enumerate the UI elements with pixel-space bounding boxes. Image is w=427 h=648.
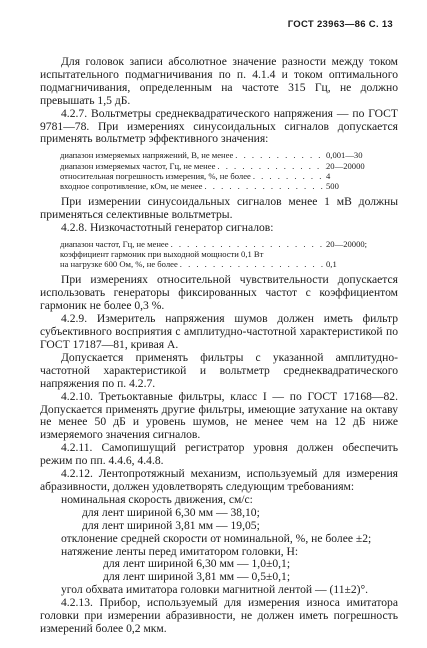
speed-item: для лент шириной 6,30 мм — 38,10; [82,505,260,519]
speed-item: для лент шириной 3,81 мм — 19,05; [82,518,260,532]
voltmeter-spec-list [40,150,398,191]
paragraph-4-2-9: 4.2.9. Измеритель напряжения шумов должен иметь фильтр субъективного восприятия с амплитудно-частотной характеристикой по ГОСТ 17187—81, кривая А. [40,312,398,352]
spec-label: входное сопротивление, кОм, не менее [60,180,203,191]
tension-title: натяжение ленты перед имитатором головки, Н: [61,544,299,558]
spec-label: диапазон измеряемых частот, Гц, не менее [60,160,216,171]
spec-value: 4 [326,170,331,181]
spec-row [40,161,398,171]
deviation-item: отклонение средней скорости от номинальной, %, не более ±2; [61,531,372,545]
paragraph-4-2-9-note: Допускается применять фильтры с указанной амплитудно-частотной характеристикой и вольтметр среднеквадратического напряжения по п. 4.2.7. [40,350,398,390]
paragraph-4-2-8-note: При измерениях относительной чувствительности допускается использовать генераторы фиксированных частот с коэффициентом гармоник не более 0,3 %. [40,273,398,313]
page-header: ГОСТ 23963—86 С. 13 [287,19,393,30]
spec-label: относительная погрешность измерения, %, не более [60,170,251,181]
leader-dots [202,181,326,191]
spec-row [40,171,398,181]
spec-row [40,150,398,160]
leader-dots [251,171,326,181]
leader-dots [178,259,326,269]
paragraph-4-2-11: 4.2.11. Самопишущий регистратор уровня должен обеспечить режим по пп. 4.4.6, 4.4.8. [40,441,398,468]
paragraph-4-2-12: 4.2.12. Лентопротяжный механизм, используемый для измерения абразивности, должен удовлетворять следующим требованиям: [40,467,398,493]
spec-value: 0,001—30 [326,150,363,161]
paragraph-4-2-7: 4.2.7. Вольтметры среднеквадратического напряжения — по ГОСТ 9781—78. При измерениях синусоидальных сигналов допускается применять вольтметр эффективного значения: [40,106,398,146]
speed-title: номинальная скорость движения, см/с: [61,492,253,506]
paragraph-4-2-10: 4.2.10. Третьоктавные фильтры, класс I — по ГОСТ 17168—82. Допускается применять другие фильтры, имеющие затухание на октаву не менее 50 дБ и уровень шумов, не менее чем на 12 дБ ниже измеряемого значения сигналов. [40,389,398,442]
tension-item: для лент шириной 6,30 мм — 1,0±0,1; [103,557,291,571]
generator-spec-list [40,239,398,270]
spec-row [40,239,398,249]
leader-dots [169,239,326,249]
tension-item: для лент шириной 3,81 мм — 0,5±0,1; [103,570,291,584]
paragraph-intro: Для головок записи абсолютное значение разности между током испытательного подмагничивания по п. 4.1.4 и током оптимального подмагничивания, определенным на частоте 315 Гц, не должно превышать 1,5 дБ. [40,55,398,107]
spec-row [40,181,398,191]
paragraph-4-2-13: 4.2.13. Прибор, используемый для измерения износа имитатора головки при измерении абразивности, не должен иметь погрешность измерений более 0,2 мкм. [40,596,398,635]
paragraph-4-2-7-note: При измерении синусоидальных сигналов менее 1 мВ должны применяться селективные вольтметры. [40,195,398,222]
paragraph-4-2-8: 4.2.8. Низкочастотный генератор сигналов: [61,220,274,234]
spec-row [40,259,398,269]
spec-value: 500 [326,180,339,191]
spec-value: 20—20000 [326,160,365,171]
leader-dots [215,161,326,171]
spec-label: на нагрузке 600 Ом, %, не более [60,259,178,270]
spec-label: диапазон частот, Гц, не менее [60,238,169,249]
spec-line: коэффициент гармоник при выходной мощности 0,1 Вт [60,249,264,260]
spec-value: 0,1 [326,259,337,270]
wrap-angle-item: угол обхвата имитатора головки магнитной лентой — (11±2)°. [61,583,369,597]
leader-dots [233,150,326,160]
spec-value: 20—20000; [326,238,368,249]
page-body [40,56,398,636]
spec-label: диапазон измеряемых напряжений, В, не менее [60,150,234,161]
